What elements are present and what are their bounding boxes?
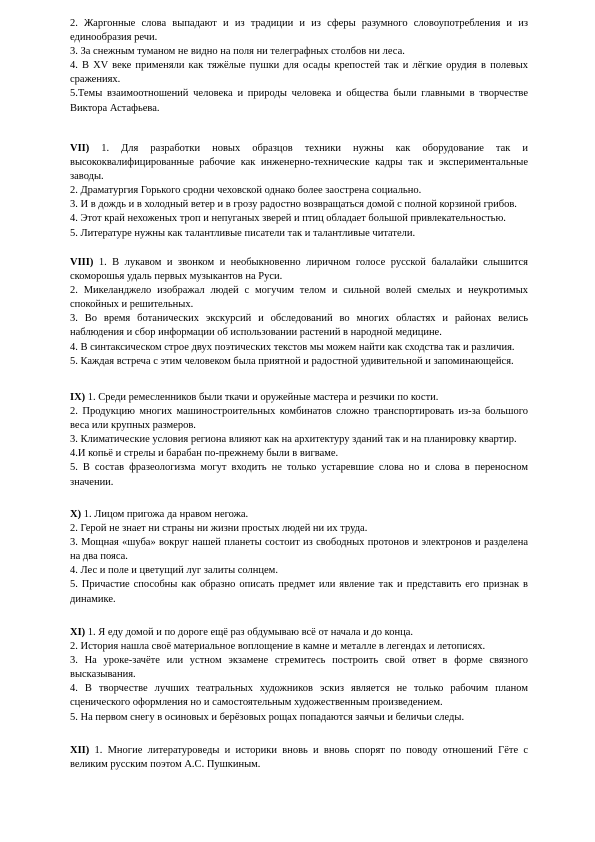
sentence-6-4: 4. В XV веке применяли как тяжёлые пушки для осады крепостей так и лёгкие орудия в полевых сражениях.: [70, 60, 528, 86]
sentence-7-3: 3. И в дождь и в холодный ветер и в грозу радостно возвращаться домой с полной корзиной грибов.: [70, 199, 517, 211]
sentence-6-5: 5.Темы взаимоотношений человека и природы человека и общества были главными в творчестве Виктора Астафьева.: [70, 88, 528, 114]
section-10: [70, 508, 528, 607]
section-10-heading: X): [70, 509, 82, 520]
sentence-11-2: 2. История нашла своё материальное воплощение в камне и металле в легендах и летописях.: [70, 641, 486, 653]
sentence-8-1: [70, 256, 528, 284]
sentence-11-1: [70, 626, 528, 640]
sentence-8-4: 4. В синтаксическом строе двух поэтических текстов мы можем найти как сходства так и различия.: [70, 341, 515, 353]
sentence-7-4: 4. Этот край нехоженых троп и непуганых зверей и птиц обладает большой привлекательностью.: [70, 213, 506, 225]
section-11: [70, 626, 528, 725]
sentence-10-4: 4. Лес и поле и цветущий луг залиты солнцем.: [70, 565, 278, 577]
sentence-10-3: 3. Мощная «шуба» вокруг нашей планеты состоит из свободных протонов и электронов и разделена на два пояса.: [70, 537, 528, 563]
sentence-8-5: 5. Каждая встреча с этим человеком была приятной и радостной удивительной и запоминающейся.: [70, 355, 514, 367]
sentence-6-2: 2. Жаргонные слова выпадают и из традиции и из сферы разумного словоупотребления и из единообразия речи.: [70, 18, 528, 44]
sentence-7-1: [70, 142, 528, 184]
sentence-6-3: 3. За снежным туманом не видно на поля ни телеграфных столбов ни леса.: [70, 46, 405, 58]
section-7-heading: VII): [70, 143, 90, 154]
sentence-11-4: 4. В творчестве лучших театральных художников эскиз является не только рабочим планом сценического оформления но и самостоятельным художественным произведением.: [70, 683, 528, 709]
sentence-12-1: [70, 744, 528, 772]
section-8: [70, 256, 528, 369]
sentence-7-2: 2. Драматургия Горького сродни чеховской однако более заострена социально.: [70, 185, 422, 197]
sentence-9-2: 2. Продукцию многих машиностроительных комбинатов сложно транспортировать из-за большого веса или крупных размеров.: [70, 406, 528, 432]
sentence-8-2: 2. Микеланджело изображал людей с могучим телом и сильной волей смелых и неукротимых спокойных и решительных.: [70, 285, 528, 311]
sentence-7-1-text: 1. Для разработки новых образцов техники нужны как оборудование так и высококвалифицированные рабочие как инженерно-технические кадры так и экспериментальные заводы.: [70, 143, 528, 183]
section-12: [70, 744, 528, 772]
section-8-heading: VIII): [70, 257, 94, 268]
sentence-10-2: 2. Герой не знает ни страны ни жизни простых людей ни их труда.: [70, 523, 368, 535]
sentence-9-5: 5. В состав фразеологизма могут входить не только устаревшие слова но и слова в переносном значении.: [70, 462, 528, 488]
section-12-heading: XII): [70, 745, 90, 756]
sentence-9-1: [70, 391, 528, 405]
sentence-9-3: 3. Климатические условия региона влияют как на архитектуру зданий так и на планировку квартир.: [70, 434, 517, 446]
sentence-10-1: [70, 508, 528, 522]
section-6: [70, 17, 528, 116]
sentence-11-1-text: 1. Я еду домой и по дороге ещё раз обдумываю всё от начала и до конца.: [85, 627, 414, 638]
section-9: [70, 391, 528, 490]
sentence-9-4: 4.И копьё и стрелы и барабан по-прежнему были в вигваме.: [70, 448, 339, 460]
sentence-7-5: 5. Литературе нужны как талантливые писатели так и талантливые читатели.: [70, 227, 416, 239]
sentence-11-5: 5. На первом снегу в осиновых и берёзовых рощах попадаются заячьи и беличьи следы.: [70, 711, 465, 723]
section-7: [70, 142, 528, 241]
sentence-8-3: 3. Во время ботанических экскурсий и обследований во многих областях и районах велись наблюдения и сбор информации об использовании растений в народной медицине.: [70, 313, 528, 339]
sentence-10-1-text: 1. Лицом пригожа да нравом негожа.: [81, 509, 249, 520]
sentence-11-3: 3. На уроке-зачёте или устном экзамене стремитесь построить свой ответ в форме связного высказывания.: [70, 655, 528, 681]
section-9-heading: IX): [70, 392, 86, 403]
sentence-12-1-text: 1. Многие литературоведы и историки вновь и вновь спорят по поводу отношений Гёте с великим русским поэтом А.С. Пушкиным.: [70, 745, 528, 771]
section-11-heading: XI): [70, 627, 86, 638]
sentence-9-1-text: 1. Среди ремесленников были ткачи и оружейные мастера и резчики по кости.: [85, 392, 439, 403]
sentence-10-5: 5. Причастие способны как образно описать предмет или явление так и представить его признак в динамике.: [70, 579, 528, 605]
sentence-8-1-text: 1. В лукавом и звонком и необыкновенно лиричном голосе русской балалайки слышится скоморошья удаль первых музыкантов на Руси.: [70, 257, 528, 283]
